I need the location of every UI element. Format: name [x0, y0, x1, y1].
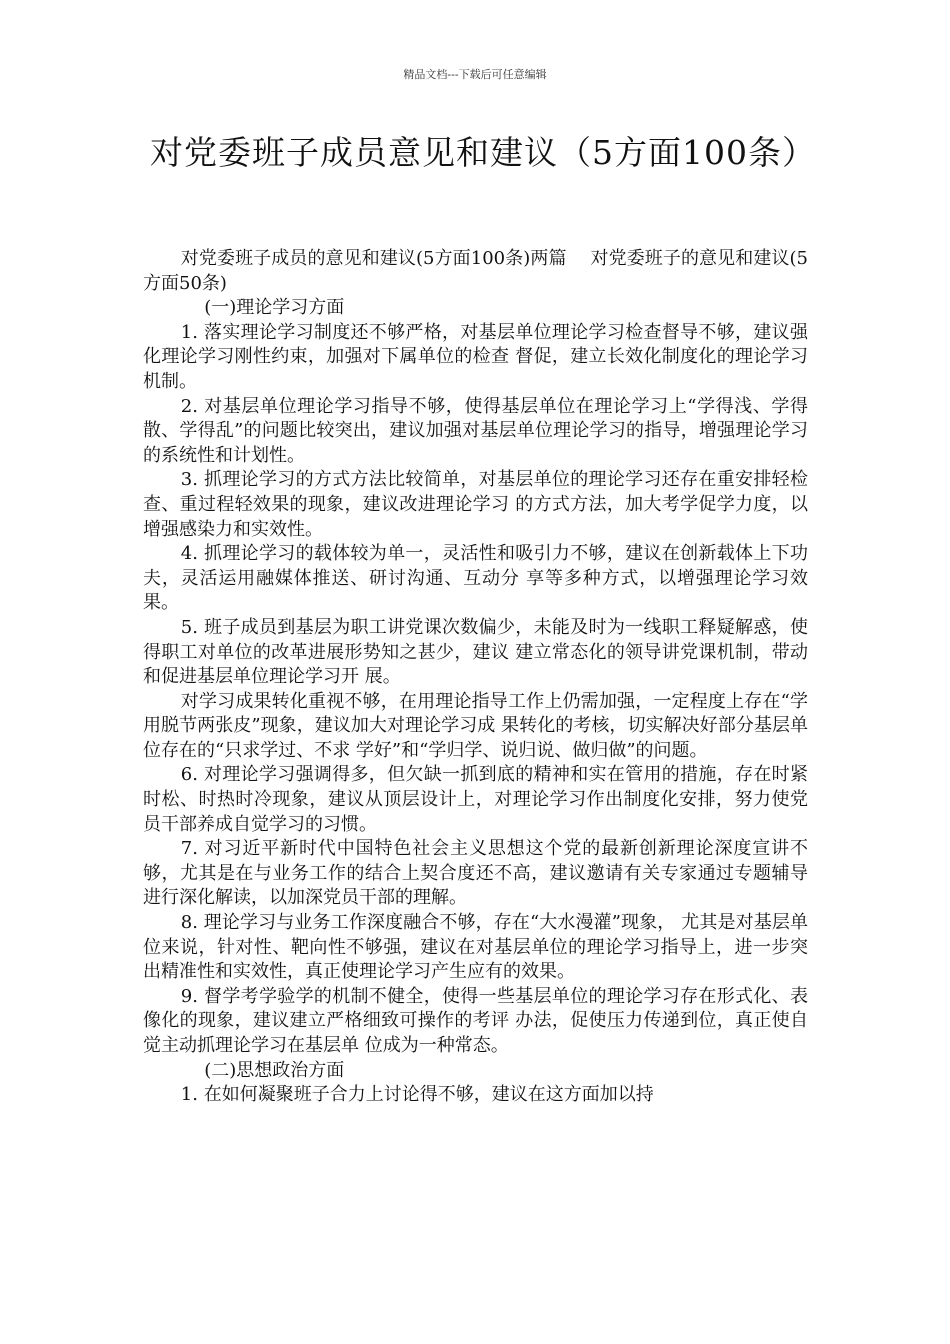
- list-item: 1. 在如何凝聚班子合力上讨论得不够，建议在这方面加以持: [180, 1084, 654, 1106]
- document-body: [143, 247, 808, 1108]
- section-heading-political: (二)思想政治方面: [204, 1059, 345, 1081]
- list-item: 2. 对基层单位理论学习指导不够，使得基层单位在理论学习上“学得浅、学得散、学得乱”的问题比较突出，建议加强对基层单位理论学习的指导，增强理论学习的系统性和计划性。: [143, 395, 808, 466]
- list-item: 9. 督学考学验学的机制不健全，使得一些基层单位的理论学习存在形式化、表像化的现象，建议建立严格细致可操作的考评 办法，促使压力传递到位，真正使自觉主动抓理论学习在基层单 位成为一种常态。: [143, 985, 808, 1056]
- intro-paragraph: 对党委班子成员的意见和建议(5方面100条)两篇 对党委班子的意见和建议(5方面50条): [143, 248, 808, 294]
- list-item: 6. 对理论学习强调得多，但欠缺一抓到底的精神和实在管用的措施，存在时紧时松、时热时冷现象，建议从顶层设计上，对理论学习作出制度化安排，努力使党员干部养成自觉学习的习惯。: [143, 764, 808, 835]
- list-item: 7. 对习近平新时代中国特色社会主义思想这个党的最新创新理论深度宣讲不够，尤其是在与业务工作的结合上契合度还不高，建议邀请有关专家通过专题辅导进行深化解读，以加深党员干部的理解。: [143, 838, 808, 909]
- list-item: 对学习成果转化重视不够，在用理论指导工作上仍需加强，一定程度上存在“学用脱节两张皮”现象，建议加大对理论学习成 果转化的考核，切实解决好部分基层单位存在的“只求学过、不求 学好”和“学归学、说归说、做归做”的问题。: [143, 690, 808, 761]
- list-item: 8. 理论学习与业务工作深度融合不够，存在“大水漫灌”现象， 尤其是对基层单位来说，针对性、靶向性不够强，建议在对基层单位的理论学习指导上，进一步突出精准性和实效性，真正使理论学习产生应有的效果。: [143, 912, 808, 983]
- list-item: 1. 落实理论学习制度还不够严格，对基层单位理论学习检查督导不够，建议强化理论学习刚性约束，加强对下属单位的检查 督促，建立长效化制度化的理论学习机制。: [143, 321, 808, 392]
- list-item: 3. 抓理论学习的方式方法比较简单，对基层单位的理论学习还存在重安排轻检查、重过程轻效果的现象，建议改进理论学习 的方式方法，加大考学促学力度，以增强感染力和实效性。: [143, 469, 808, 540]
- list-item: 5. 班子成员到基层为职工讲党课次数偏少，未能及时为一线职工释疑解惑，使得职工对单位的改革进展形势知之甚少，建议 建立常态化的领导讲党课机制，带动和促进基层单位理论学习开 展。: [143, 616, 808, 688]
- section-heading-theory: (一)理论学习方面: [204, 297, 345, 319]
- list-item: 4. 抓理论学习的载体较为单一，灵活性和吸引力不够，建议在创新载体上下功夫，灵活运用融媒体推送、研讨沟通、互动分 享等多种方式，以增强理论学习效果。: [143, 543, 808, 614]
- header-note: 精品文档---下载后可任意编辑: [403, 68, 547, 81]
- document-title: 对党委班子成员意见和建议（5方面100条）: [150, 133, 816, 172]
